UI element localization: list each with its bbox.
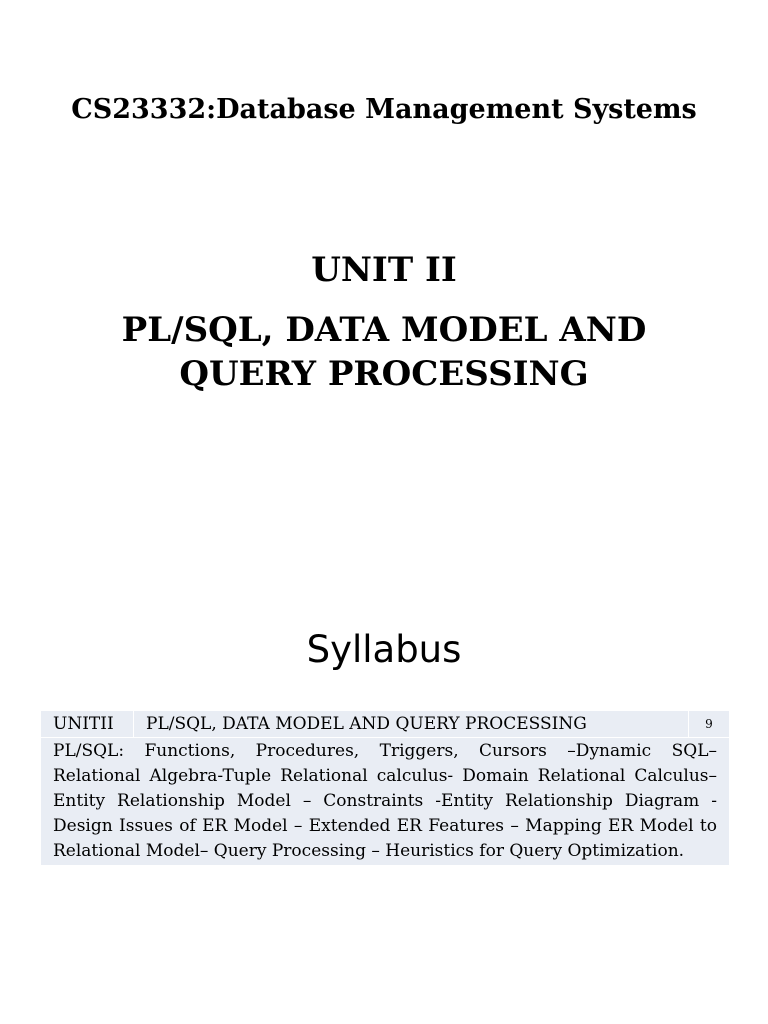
syllabus-header-row xyxy=(41,711,730,738)
syllabus-content-cell: PL/SQL: Functions, Procedures, Triggers, Cursors –Dynamic SQL– Relational Algebra-Tuple Relational calculus- Domain Relational Calculus– Entity Relationship Model – Constraints -Entity Relationship Diagram - Design Issues of ER Model – Extended ER Features – Mapping ER Model to Relational Model– Query Processing – Heuristics for Query Optimization. xyxy=(41,738,730,866)
unit-label-cell: UNITII xyxy=(41,711,134,738)
course-title: CS23332:Database Management Systems xyxy=(71,94,697,125)
syllabus-content-row xyxy=(41,738,730,866)
syllabus-heading: Syllabus xyxy=(306,628,462,671)
syllabus-table xyxy=(40,710,730,866)
unit-title-line-1: PL/SQL, DATA MODEL AND xyxy=(121,310,647,350)
unit-title-cell: PL/SQL, DATA MODEL AND QUERY PROCESSING xyxy=(134,711,689,738)
unit-number: UNIT II xyxy=(311,250,457,290)
unit-title-line-2: QUERY PROCESSING xyxy=(179,354,589,394)
unit-heading xyxy=(0,248,768,396)
hours-cell: 9 xyxy=(689,711,730,738)
